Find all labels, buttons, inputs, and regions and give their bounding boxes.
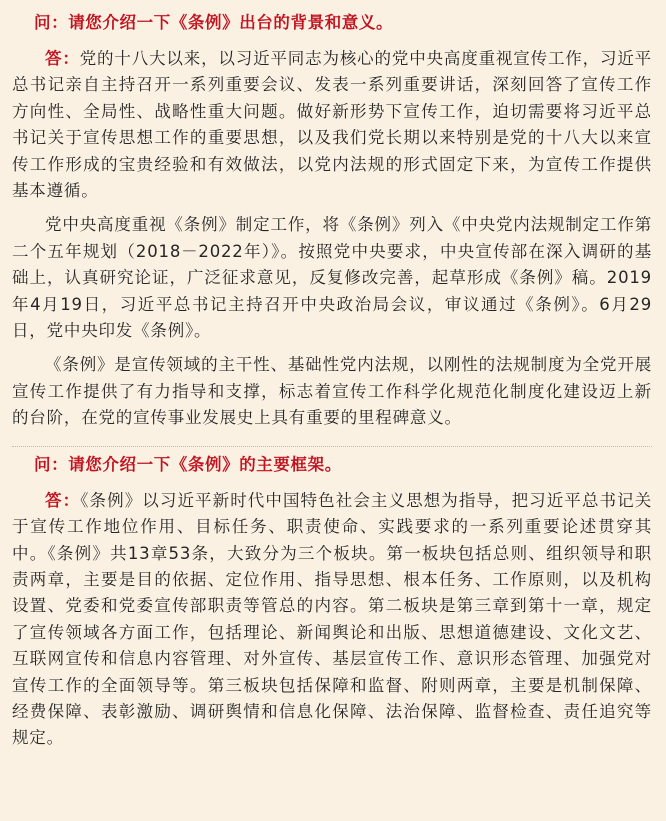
answer-label: 答： [45, 490, 81, 510]
body-paragraph: 党中央高度重视《条例》制定工作，将《条例》列入《中央党内法规制定工作第二个五年规划（2018－2022年）》。按照党中央要求，中央宣传部在深入调研的基础上，认真研究论证，广泛征求意见，反复修改完善，起草形成《条例》稿。2019年4月19日，习近平总书记主持召开中央政治局会议，审议通过《条例》。6月29日，党中央印发《条例》。 [12, 215, 652, 341]
section-divider [12, 446, 652, 448]
answer-text: 党的十八大以来，以习近平同志为核心的党中央高度重视宣传工作，习近平总书记亲自主持召开一系列重要会议、发表一系列重要讲话，深刻回答了宣传工作方向性、全局性、战略性重大问题。做好新形势下宣传工作，迫切需要将习近平总书记关于宣传思想工作的重要思想，以及我们党长期以来特别是党的十八大以来宣传工作形成的宝贵经验和有效做法，以党内法规的形式固定下来，为宣传工作提供基本遵循。 [12, 49, 652, 201]
answer-paragraph [12, 46, 652, 204]
answer-paragraph [12, 488, 652, 752]
qa-section-framework [12, 452, 652, 752]
answer-label: 答： [45, 49, 80, 68]
answer-text: 《条例》以习近平新时代中国特色社会主义思想为指导，把习近平总书记关于宣传工作地位作用、目标任务、职责使命、实践要求的一系列重要论述贯穿其中。《条例》共13章53条，大致分为三个板块。第一板块包括总则、组织领导和职责两章，主要是目的依据、定位作用、指导思想、根本任务、工作原则，以及机构设置、党委和党委宣传部职责等管总的内容。第二板块是第三章到第十一章，规定了宣传领域各方面工作，包括理论、新闻舆论和出版、思想道德建设、文化文艺、互联网宣传和信息内容管理、对外宣传、基层宣传工作、意识形态管理、加强党对宣传工作的全面领导等。第三板块包括保障和监督、附则两章，主要是机制保障、经费保障、表彰激励、调研舆情和信息化保障、法治保障、监督检查、责任追究等规定。 [12, 490, 652, 748]
body-paragraph: 《条例》是宣传领域的主干性、基础性党内法规，以刚性的法规制度为全党开展宣传工作提供了有力指导和支撑，标志着宣传工作科学化规范化制度化建设迈上新的台阶，在党的宣传事业发展史上具有重要的里程碑意义。 [12, 355, 652, 428]
question-heading: 问：请您介绍一下《条例》出台的背景和意义。 [34, 13, 394, 32]
question-heading: 问：请您介绍一下《条例》的主要框架。 [34, 454, 342, 474]
qa-section-background [12, 10, 652, 432]
